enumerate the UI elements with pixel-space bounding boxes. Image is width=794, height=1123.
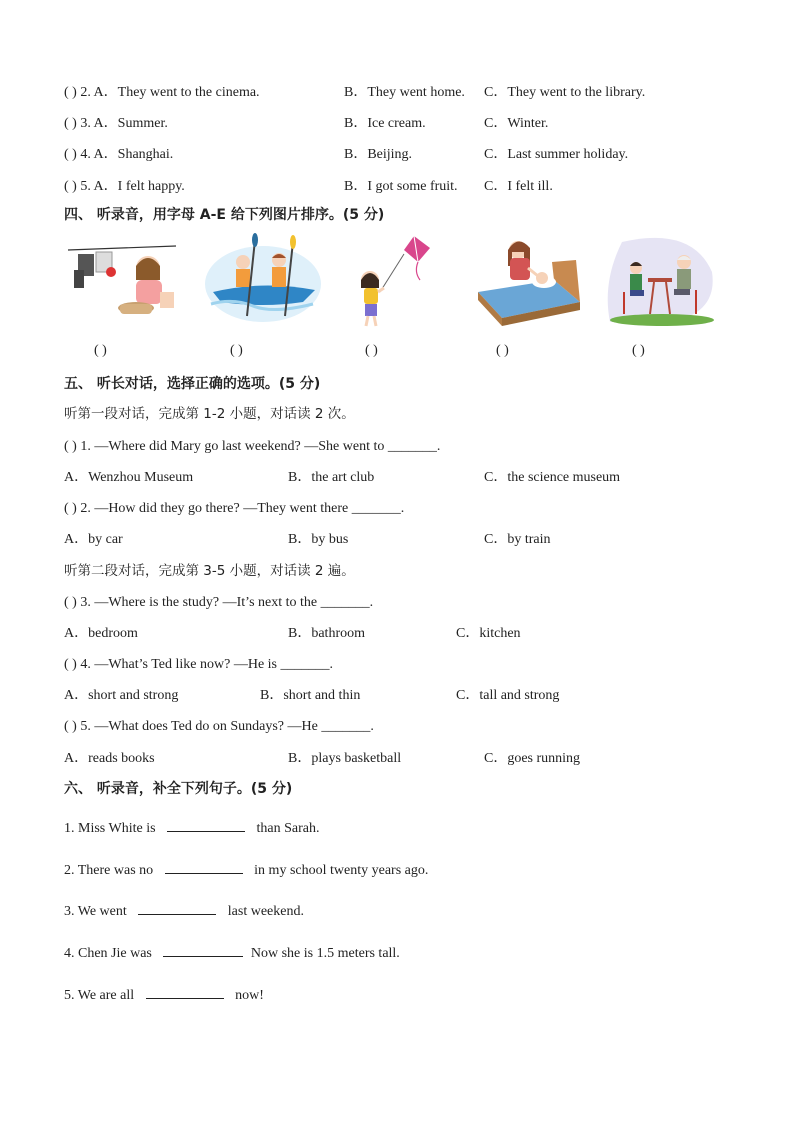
s6-sentence-1 — [64, 817, 320, 838]
s5-option-a: A．bedroom — [64, 626, 138, 641]
s5-option-c: C．tall and strong — [456, 688, 560, 703]
s5-option-c: C．kitchen — [456, 626, 521, 641]
answer-bracket-2[interactable]: ( ) — [230, 343, 243, 358]
section6-heading: 六、 听录音，补全下列句子。(5 分) — [64, 781, 293, 797]
playing-chess-illustration — [602, 232, 720, 328]
s5-options-1 — [64, 469, 621, 487]
s5-option-a: A．by car — [64, 532, 123, 547]
s3-option-c: C．They went to the library. — [484, 85, 646, 100]
section5-intro-2: 听第二段对话，完成第 3-5 小题，对话读 2 遍。 — [64, 563, 355, 579]
s5-option-c: C．by train — [484, 532, 551, 547]
fill-blank-4[interactable] — [163, 942, 243, 957]
s5-question-3: ( ) 3. —Where is the study? —It’s next to the _______. — [64, 595, 374, 610]
s3-option-c: C．I felt ill. — [484, 179, 553, 194]
s6-sentence-start: 2. There was no — [64, 863, 154, 878]
s5-options-5 — [64, 750, 581, 768]
s5-question-2: ( ) 2. —How did they go there? —They went there _______. — [64, 501, 405, 516]
fill-blank-2[interactable] — [165, 859, 243, 874]
s5-options-3 — [64, 625, 521, 643]
s6-sentence-4 — [64, 942, 400, 963]
s5-options-4 — [64, 687, 560, 705]
section5-intro-1: 听第一段对话，完成第 1-2 小题，对话读 2 次。 — [64, 406, 355, 422]
answer-bracket-5[interactable]: ( ) — [632, 343, 645, 358]
s5-option-c: C．goes running — [484, 751, 581, 766]
laundry-girl-illustration — [66, 232, 178, 324]
s5-option-a: A．reads books — [64, 751, 155, 766]
s5-options-2 — [64, 531, 551, 549]
s5-option-b: B．the art club — [288, 470, 375, 485]
s5-option-b: B．bathroom — [288, 626, 365, 641]
s6-sentence-end: Now she is 1.5 meters tall. — [250, 946, 400, 961]
s6-sentence-5 — [64, 984, 264, 1005]
s6-sentence-3 — [64, 900, 304, 921]
s6-sentence-end: last weekend. — [227, 904, 304, 919]
answer-bracket-1[interactable]: ( ) — [94, 343, 107, 358]
fill-blank-1[interactable] — [167, 817, 245, 832]
s6-sentence-start: 5. We are all — [64, 988, 135, 1003]
s3-option-b: B．Ice cream. — [344, 116, 426, 131]
s6-sentence-end: in my school twenty years ago. — [254, 863, 429, 878]
s6-sentence-start: 3. We went — [64, 904, 127, 919]
answer-bracket-3[interactable]: ( ) — [365, 343, 378, 358]
s3-question: ( ) 4. A．Shanghai. — [64, 147, 174, 162]
s3-row-5 — [64, 178, 553, 196]
section5-heading: 五、 听长对话，选择正确的选项。(5 分) — [64, 376, 321, 392]
s3-option-b: B．Beijing. — [344, 147, 413, 162]
kite-girl-illustration — [356, 232, 436, 332]
s6-sentence-start: 1. Miss White is — [64, 821, 156, 836]
mother-child-bed-illustration — [472, 232, 584, 328]
s3-option-c: C．Last summer holiday. — [484, 147, 629, 162]
s3-question: ( ) 2. A．They went to the cinema. — [64, 85, 260, 100]
s5-question-1: ( ) 1. —Where did Mary go last weekend? —She went to _______. — [64, 439, 441, 454]
s5-option-a: A．short and strong — [64, 688, 179, 703]
s5-option-c: C．the science museum — [484, 470, 621, 485]
s3-question: ( ) 5. A．I felt happy. — [64, 179, 185, 194]
s6-sentence-end: than Sarah. — [256, 821, 320, 836]
answer-bracket-4[interactable]: ( ) — [496, 343, 509, 358]
s3-option-b: B．They went home. — [344, 85, 465, 100]
s5-option-b: B．short and thin — [260, 688, 361, 703]
fill-blank-3[interactable] — [138, 900, 216, 915]
s3-question: ( ) 3. A．Summer. — [64, 116, 168, 131]
s3-row-4 — [64, 146, 629, 164]
s5-question-4: ( ) 4. —What’s Ted like now? —He is _______. — [64, 657, 333, 672]
fill-blank-5[interactable] — [146, 984, 224, 999]
s3-row-3 — [64, 115, 549, 133]
kayaking-illustration — [203, 232, 323, 324]
section4-heading: 四、 听录音，用字母 A-E 给下列图片排序。(5 分) — [64, 207, 385, 223]
s5-question-5: ( ) 5. —What does Ted do on Sundays? —He _______. — [64, 719, 374, 734]
s3-row-2 — [64, 84, 646, 102]
s6-sentence-end: now! — [235, 988, 264, 1003]
s5-option-b: B．plays basketball — [288, 751, 402, 766]
s6-sentence-start: 4. Chen Jie was — [64, 946, 152, 961]
s3-option-b: B．I got some fruit. — [344, 179, 458, 194]
s3-option-c: C．Winter. — [484, 116, 549, 131]
s5-option-b: B．by bus — [288, 532, 349, 547]
s5-option-a: A．Wenzhou Museum — [64, 470, 194, 485]
s6-sentence-2 — [64, 859, 428, 880]
